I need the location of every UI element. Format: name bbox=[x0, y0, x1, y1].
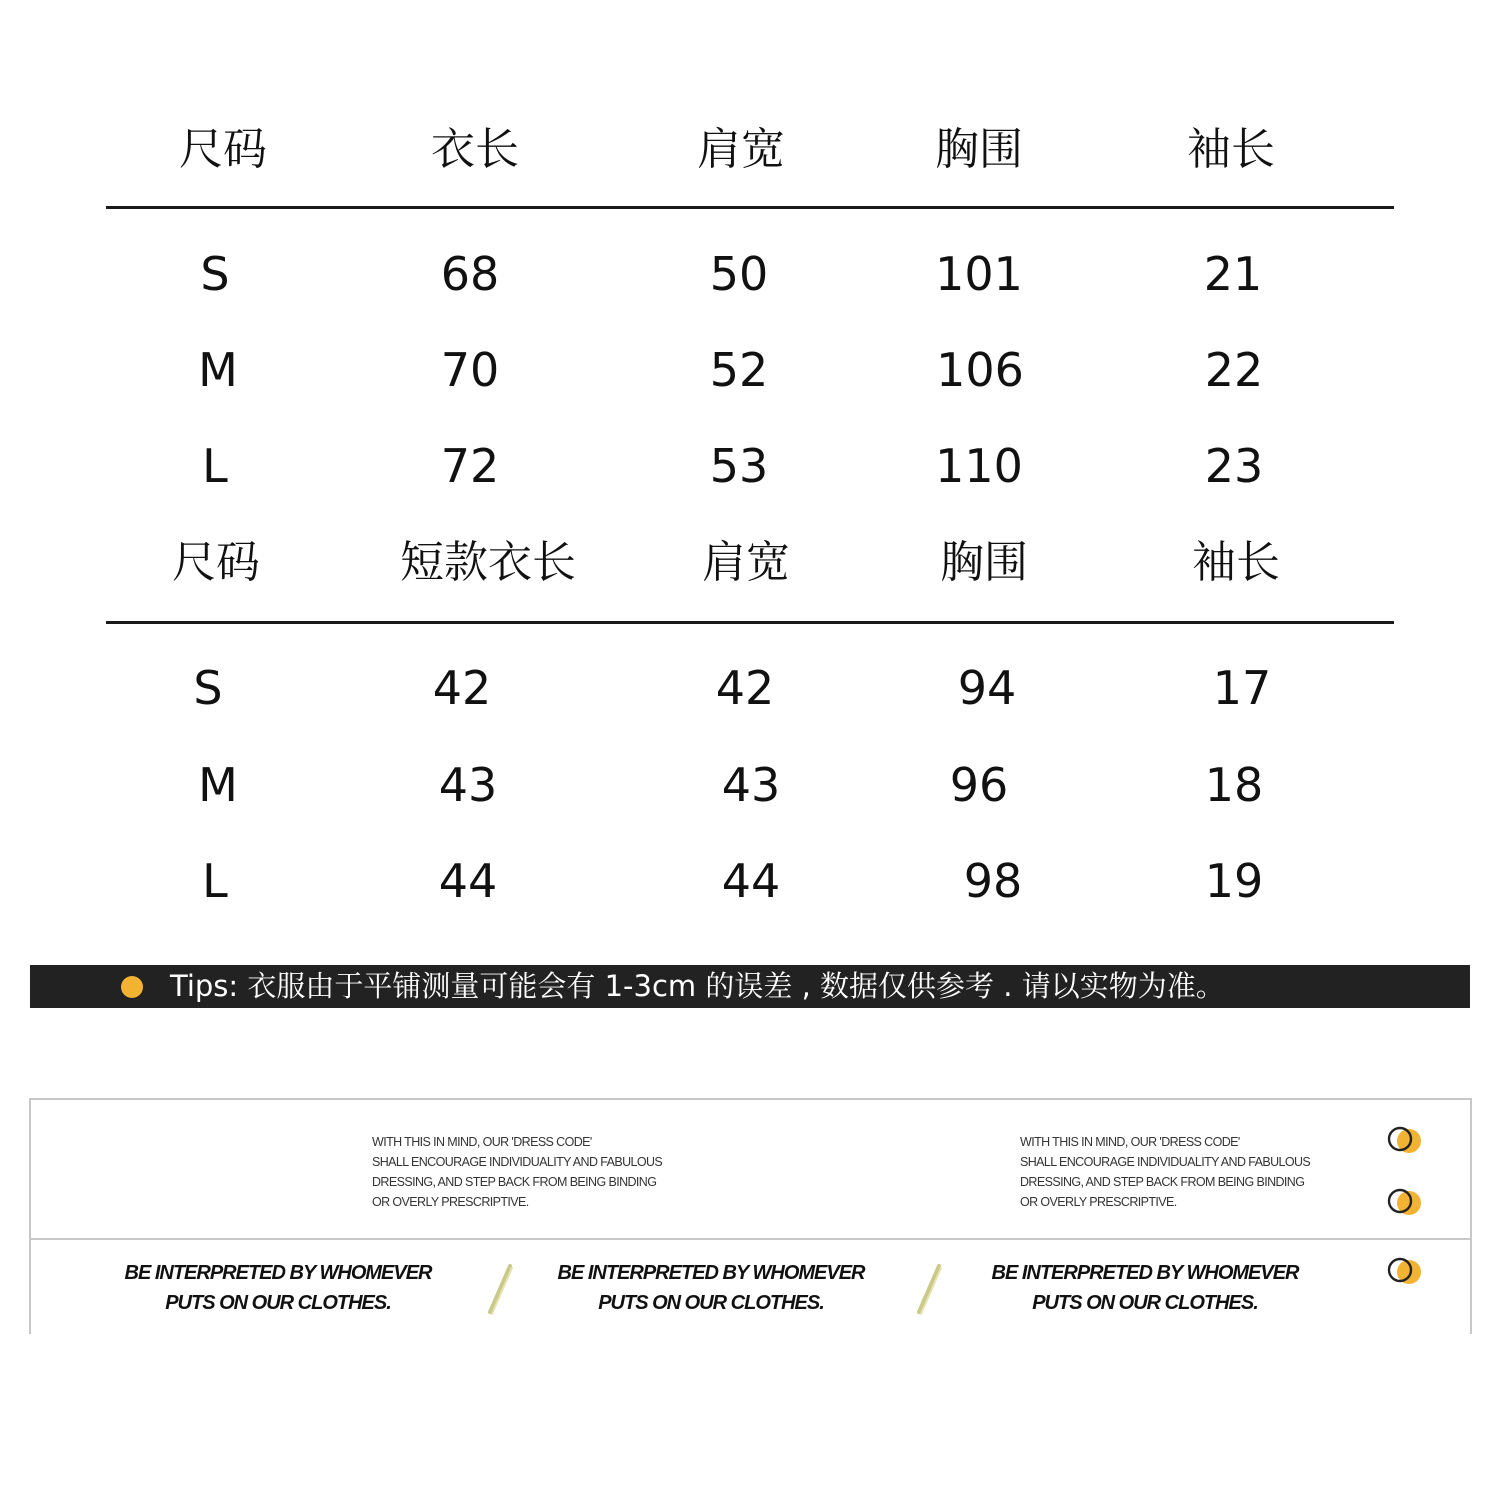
tips-bar bbox=[30, 965, 1470, 1008]
slash-icon bbox=[468, 1260, 528, 1320]
header-shoulder: 肩宽 bbox=[697, 124, 785, 175]
dress-code-text: WITH THIS IN MIND, OUR 'DRESS CODE' SHALL ENCOURAGE INDIVIDUALITY AND FABULOUS DRESSING, AND STEP BACK FROM BEING BINDING OR OVERLY PRESCRIPTIVE. bbox=[1020, 1135, 1311, 1209]
cell-chest: 98 bbox=[963, 854, 1023, 908]
cell-chest: 110 bbox=[935, 439, 1023, 493]
cell-size: S bbox=[193, 661, 223, 715]
header-divider bbox=[106, 206, 1394, 209]
table-row bbox=[106, 330, 1394, 410]
slash-icon bbox=[897, 1260, 957, 1320]
banner-divider bbox=[31, 1238, 1470, 1240]
header-size: 尺码 bbox=[179, 124, 267, 175]
cell-size: M bbox=[198, 343, 238, 397]
cell-shoulder: 53 bbox=[709, 439, 769, 493]
cell-shoulder: 44 bbox=[721, 854, 781, 908]
cell-sleeve: 18 bbox=[1204, 758, 1264, 812]
slogan: BE INTERPRETED BY WHOMEVER PUTS ON OUR CLOTHES. bbox=[991, 1262, 1299, 1314]
tips-text: Tips: 衣服由于平铺测量可能会有 1-3cm 的误差 , 数据仅供参考 . 请以实物为准。 bbox=[170, 969, 1225, 1003]
toggle-knob-icon bbox=[1379, 1252, 1429, 1292]
cell-sleeve: 19 bbox=[1204, 854, 1264, 908]
header-divider bbox=[106, 621, 1394, 624]
header-short-length: 短款衣长 bbox=[400, 537, 576, 588]
header-size: 尺码 bbox=[172, 537, 260, 588]
toggle-knob-icon bbox=[1379, 1183, 1429, 1223]
table-row bbox=[106, 234, 1394, 314]
cell-size: L bbox=[202, 439, 228, 493]
bullet-dot-icon bbox=[121, 976, 143, 998]
toggle-knob-icon bbox=[1379, 1121, 1429, 1161]
cell-sleeve: 23 bbox=[1204, 439, 1264, 493]
table-header-row bbox=[106, 110, 1394, 190]
table-row bbox=[106, 841, 1394, 921]
slogan: BE INTERPRETED BY WHOMEVER PUTS ON OUR CLOTHES. bbox=[124, 1262, 432, 1314]
cell-shoulder: 42 bbox=[715, 661, 775, 715]
cell-size: L bbox=[202, 854, 228, 908]
cell-sleeve: 17 bbox=[1212, 661, 1272, 715]
header-sleeve: 袖长 bbox=[1187, 124, 1275, 175]
cell-chest: 96 bbox=[949, 758, 1009, 812]
header-sleeve: 袖长 bbox=[1192, 537, 1280, 588]
cell-chest: 94 bbox=[957, 661, 1017, 715]
cell-size: M bbox=[198, 758, 238, 812]
cell-size: S bbox=[200, 247, 230, 301]
table-row bbox=[106, 648, 1394, 728]
header-chest: 胸围 bbox=[935, 124, 1023, 175]
header-shoulder: 肩宽 bbox=[702, 537, 790, 588]
header-chest: 胸围 bbox=[940, 537, 1028, 588]
table-row bbox=[106, 426, 1394, 506]
slogan: BE INTERPRETED BY WHOMEVER PUTS ON OUR CLOTHES. bbox=[557, 1262, 865, 1314]
cell-length: 44 bbox=[438, 854, 498, 908]
cell-shoulder: 50 bbox=[709, 247, 769, 301]
cell-length: 42 bbox=[432, 661, 492, 715]
header-length: 衣长 bbox=[431, 124, 519, 175]
cell-length: 72 bbox=[440, 439, 500, 493]
cell-sleeve: 21 bbox=[1203, 247, 1263, 301]
table-row bbox=[106, 745, 1394, 825]
brand-banner bbox=[29, 1098, 1472, 1334]
cell-chest: 106 bbox=[936, 343, 1024, 397]
cell-sleeve: 22 bbox=[1204, 343, 1264, 397]
cell-shoulder: 43 bbox=[721, 758, 781, 812]
cell-chest: 101 bbox=[935, 247, 1023, 301]
cell-shoulder: 52 bbox=[709, 343, 769, 397]
cell-length: 70 bbox=[440, 343, 500, 397]
cell-length: 68 bbox=[440, 247, 500, 301]
table-header-row bbox=[106, 523, 1394, 603]
cell-length: 43 bbox=[438, 758, 498, 812]
dress-code-text: WITH THIS IN MIND, OUR 'DRESS CODE' SHALL ENCOURAGE INDIVIDUALITY AND FABULOUS DRESSING, AND STEP BACK FROM BEING BINDING OR OVERLY PRESCRIPTIVE. bbox=[372, 1135, 663, 1209]
